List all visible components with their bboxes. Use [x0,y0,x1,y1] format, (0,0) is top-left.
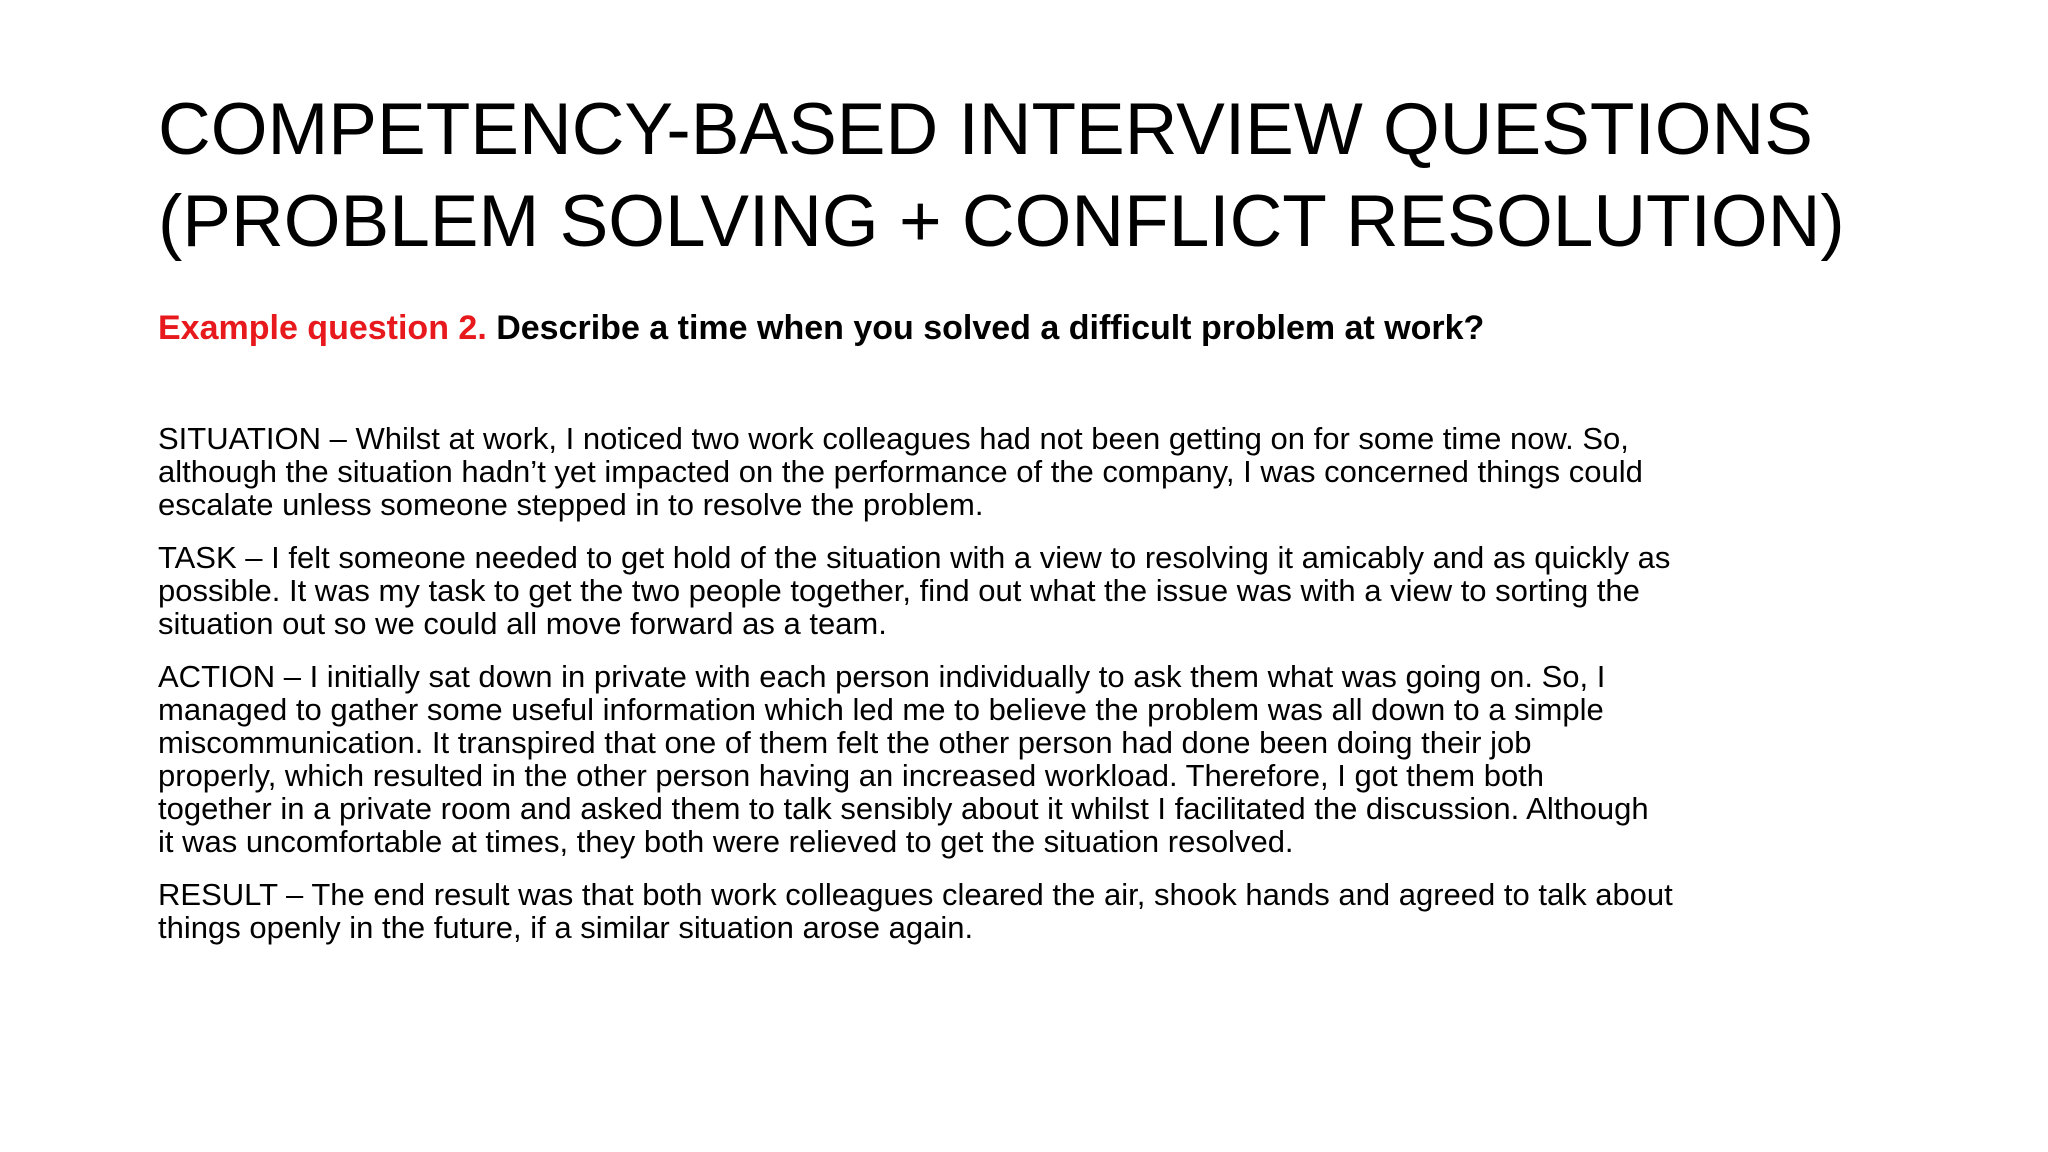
slide-title [158,84,1978,268]
task-paragraph [158,541,1918,640]
result-line: things openly in the future, if a similar situation arose again. [158,910,974,945]
task-line: TASK – I felt someone needed to get hold of the situation with a view to resolving it amicably and as quickly as [158,540,1671,575]
example-question [158,306,1978,350]
task-line: situation out so we could all move forward as a team. [158,606,887,641]
example-question-label: Example question 2. [158,309,487,347]
action-line: together in a private room and asked them to talk sensibly about it whilst I facilitated the discussion. Although [158,791,1649,826]
result-paragraph [158,878,1918,944]
action-line: managed to gather some useful information which led me to believe the problem was all down to a simple [158,692,1604,727]
action-line: ACTION – I initially sat down in private with each person individually to ask them what was going on. So, I [158,659,1606,694]
action-line: properly, which resulted in the other person having an increased workload. Therefore, I got them both [158,758,1545,793]
action-line: it was uncomfortable at times, they both were relieved to get the situation resolved. [158,824,1294,859]
slide-title-line: (PROBLEM SOLVING + CONFLICT RESOLUTION) [158,181,1845,262]
slide-title-line: COMPETENCY-BASED INTERVIEW QUESTIONS [158,89,1813,170]
example-question-text: Describe a time when you solved a difficult problem at work? [496,309,1485,347]
action-line: miscommunication. It transpired that one of them felt the other person had done been doing their job [158,725,1532,760]
task-line: possible. It was my task to get the two people together, find out what the issue was with a view to sorting the [158,573,1640,608]
situation-line: SITUATION – Whilst at work, I noticed two work colleagues had not been getting on for some time now. So, [158,421,1629,456]
situation-line: although the situation hadn’t yet impacted on the performance of the company, I was concerned things could [158,454,1643,489]
situation-paragraph [158,422,1918,521]
action-paragraph [158,660,1918,858]
situation-line: escalate unless someone stepped in to resolve the problem. [158,487,984,522]
result-line: RESULT – The end result was that both work colleagues cleared the air, shook hands and agreed to talk about [158,877,1673,912]
